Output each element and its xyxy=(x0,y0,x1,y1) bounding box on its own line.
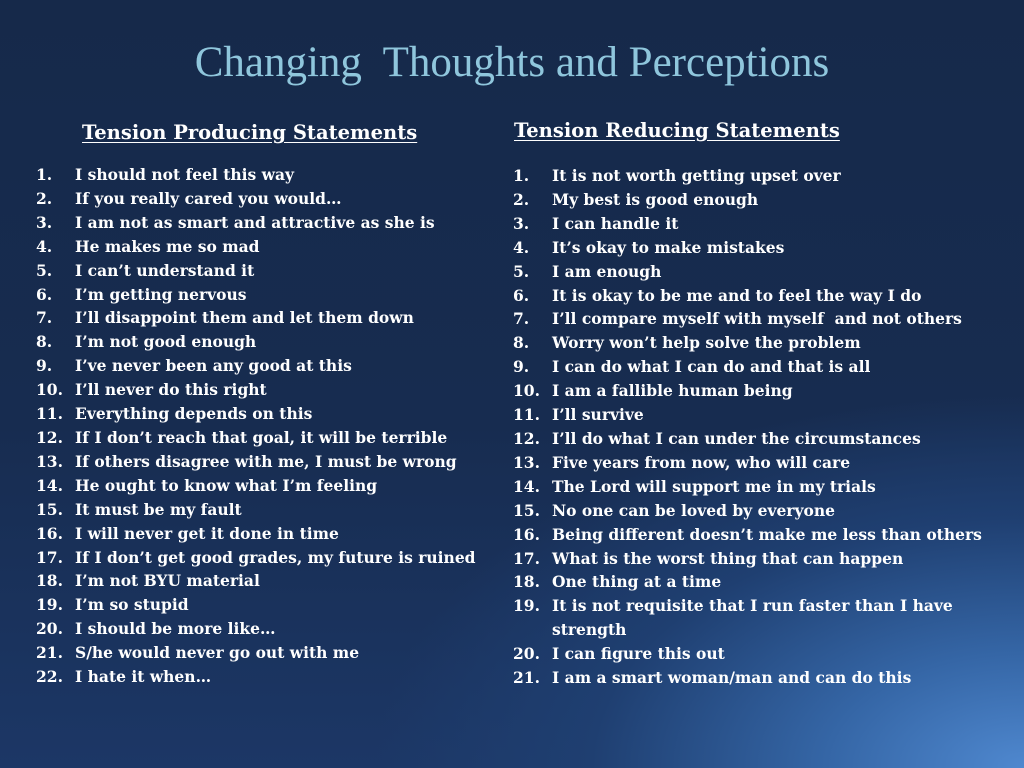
item-number: 1. xyxy=(36,165,53,184)
list-item xyxy=(36,283,506,307)
item-text: It is okay to be me and to feel the way I do xyxy=(552,285,922,305)
list-item xyxy=(36,187,506,211)
item-text: I am enough xyxy=(552,261,662,281)
list-item xyxy=(513,403,1013,427)
item-number: 18. xyxy=(36,571,63,591)
list-item xyxy=(513,570,1013,594)
item-text: I should not feel this way xyxy=(75,165,295,184)
list-item xyxy=(36,641,506,665)
item-number: 18. xyxy=(513,572,540,592)
item-number: 14. xyxy=(513,476,540,496)
item-text: I’m so stupid xyxy=(75,595,189,615)
item-text: Five years from now, who will care xyxy=(552,452,851,472)
item-number: 7. xyxy=(36,308,53,328)
item-text: What is the worst thing that can happen xyxy=(552,548,904,568)
item-number: 15. xyxy=(513,500,540,520)
item-text: I’ll disappoint them and let them down xyxy=(75,308,414,328)
list-item xyxy=(513,666,1013,690)
list-item xyxy=(36,211,506,235)
item-text: S/he would never go out with me xyxy=(75,643,360,663)
list-item xyxy=(513,164,1013,188)
item-text: My best is good enough xyxy=(552,189,759,209)
item-number: 5. xyxy=(36,260,53,280)
list-item xyxy=(36,450,506,474)
list-item xyxy=(36,259,506,283)
list-item xyxy=(513,355,1013,379)
list-item xyxy=(36,235,506,259)
item-number: 20. xyxy=(36,619,63,639)
item-number: 14. xyxy=(36,475,63,495)
item-number: 19. xyxy=(513,596,540,616)
item-text: The Lord will support me in my trials xyxy=(552,476,876,496)
item-number: 9. xyxy=(513,357,530,377)
item-number: 12. xyxy=(36,427,63,447)
item-number: 16. xyxy=(36,523,63,543)
item-number: 21. xyxy=(513,668,540,688)
item-text: I can figure this out xyxy=(552,644,725,664)
item-text: I can’t understand it xyxy=(75,260,255,280)
item-number: 2. xyxy=(36,188,53,208)
list-item xyxy=(36,426,506,450)
item-number: 13. xyxy=(36,451,63,471)
list-item xyxy=(513,331,1013,355)
slide-title: Changing Thoughts and Perceptions xyxy=(194,39,830,86)
item-text: If others disagree with me, I must be wrong xyxy=(75,451,457,471)
list-item xyxy=(36,546,506,570)
item-text: I am a smart woman/man and can do this xyxy=(552,668,912,688)
list-item xyxy=(36,569,506,593)
item-text: I am a fallible human being xyxy=(552,381,793,401)
item-number: 1. xyxy=(513,166,530,185)
item-number: 9. xyxy=(36,356,53,376)
list-item xyxy=(513,499,1013,523)
list-item xyxy=(513,212,1013,236)
item-text: I am not as smart and attractive as she is xyxy=(75,212,435,232)
item-number: 11. xyxy=(36,404,63,424)
list-item xyxy=(513,284,1013,308)
item-number: 13. xyxy=(513,452,540,472)
list-item xyxy=(513,642,1013,666)
item-number: 11. xyxy=(513,405,540,425)
item-number: 7. xyxy=(513,309,530,329)
item-number: 20. xyxy=(513,644,540,664)
item-number: 6. xyxy=(36,284,53,304)
tension-producing-heading: Tension Producing Statements xyxy=(82,121,418,144)
item-text: I’m not good enough xyxy=(75,332,257,352)
item-text: I should be more like… xyxy=(75,619,276,639)
tension-producing-list xyxy=(36,163,506,689)
list-item xyxy=(36,474,506,498)
item-text: It’s okay to make mistakes xyxy=(552,237,785,257)
list-item xyxy=(513,427,1013,451)
list-item xyxy=(513,379,1013,403)
item-text: I’ll survive xyxy=(552,405,644,425)
list-item xyxy=(513,547,1013,571)
item-text: Worry won’t help solve the problem xyxy=(552,333,861,353)
list-item xyxy=(513,236,1013,260)
item-number: 21. xyxy=(36,643,63,663)
list-item xyxy=(513,188,1013,212)
item-text: It is not worth getting upset over xyxy=(552,166,841,185)
list-item xyxy=(36,306,506,330)
item-text: I can do what I can do and that is all xyxy=(552,357,871,377)
item-number: 3. xyxy=(36,212,53,232)
list-item xyxy=(36,522,506,546)
list-item xyxy=(513,451,1013,475)
list-item xyxy=(36,330,506,354)
item-number: 15. xyxy=(36,499,63,519)
list-item xyxy=(36,498,506,522)
item-text: It must be my fault xyxy=(75,499,242,519)
tension-reducing-list xyxy=(513,164,1013,690)
item-text: I hate it when… xyxy=(75,667,212,687)
item-number: 16. xyxy=(513,524,540,544)
item-number: 19. xyxy=(36,595,63,615)
list-item xyxy=(36,593,506,617)
item-number: 2. xyxy=(513,189,530,209)
item-number: 22. xyxy=(36,667,63,687)
item-text: I’ll do what I can under the circumstances xyxy=(552,428,921,448)
list-item xyxy=(513,260,1013,284)
item-text: If I don’t get good grades, my future is ruined xyxy=(75,547,476,567)
list-item xyxy=(36,354,506,378)
item-number: 8. xyxy=(513,333,530,353)
list-item xyxy=(36,163,506,187)
item-number: 17. xyxy=(513,548,540,568)
item-text: I’ve never been any good at this xyxy=(75,356,352,376)
item-text: It is not requisite that I run faster than I have strength xyxy=(552,596,959,640)
list-item xyxy=(36,617,506,641)
item-text: Being different doesn’t make me less than others xyxy=(552,524,982,544)
list-item xyxy=(36,665,506,689)
list-item xyxy=(36,402,506,426)
item-text: He ought to know what I’m feeling xyxy=(75,475,378,495)
item-number: 4. xyxy=(513,237,530,257)
item-number: 3. xyxy=(513,213,530,233)
item-text: I’m not BYU material xyxy=(75,571,260,591)
item-text: If you really cared you would… xyxy=(75,188,342,208)
item-number: 10. xyxy=(36,380,63,400)
item-text: One thing at a time xyxy=(552,572,722,592)
item-text: I will never get it done in time xyxy=(75,523,339,543)
item-number: 17. xyxy=(36,547,63,567)
item-number: 8. xyxy=(36,332,53,352)
item-text: Everything depends on this xyxy=(75,404,313,424)
item-text: I’m getting nervous xyxy=(75,284,247,304)
item-text: I’ll compare myself with myself and not others xyxy=(552,309,962,329)
item-text: He makes me so mad xyxy=(75,236,260,256)
item-number: 10. xyxy=(513,381,540,401)
item-number: 5. xyxy=(513,261,530,281)
list-item xyxy=(513,307,1013,331)
item-number: 12. xyxy=(513,428,540,448)
item-number: 4. xyxy=(36,236,53,256)
list-item xyxy=(513,523,1013,547)
item-text: If I don’t reach that goal, it will be terrible xyxy=(75,427,448,447)
list-item xyxy=(513,594,1013,642)
item-text: I can handle it xyxy=(552,213,679,233)
item-number: 6. xyxy=(513,285,530,305)
item-text: I’ll never do this right xyxy=(75,380,267,400)
list-item xyxy=(36,378,506,402)
item-text: No one can be loved by everyone xyxy=(552,500,835,520)
tension-reducing-heading: Tension Reducing Statements xyxy=(514,119,840,142)
list-item xyxy=(513,475,1013,499)
